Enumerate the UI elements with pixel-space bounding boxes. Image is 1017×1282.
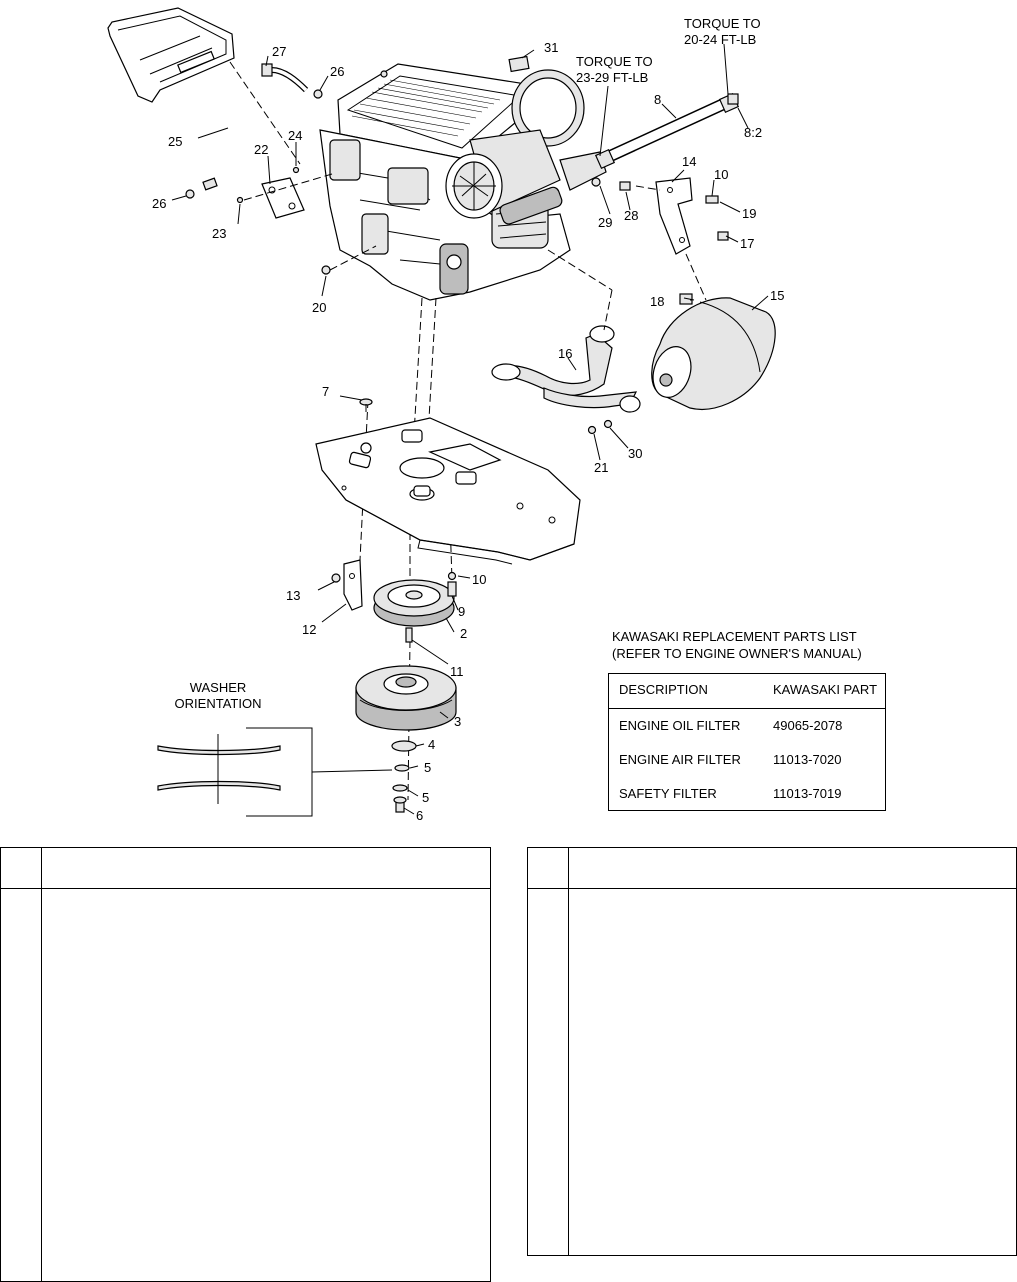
- muffler-bracket: [656, 178, 728, 254]
- muffler: [647, 294, 775, 409]
- mounting-plate: [238, 168, 305, 219]
- torque-lower-line1: TORQUE TO: [576, 54, 653, 69]
- callout-21: 21: [594, 460, 609, 475]
- washer-orientation-line1: WASHER: [189, 680, 247, 695]
- kawasaki-header-part: KAWASAKI PART: [773, 682, 878, 697]
- engine-assembly: [320, 64, 606, 300]
- parts-table-left-header-divider: [1, 888, 490, 889]
- callout-23: 23: [212, 226, 227, 241]
- callout-15: 15: [770, 288, 785, 303]
- kawasaki-parts-table: [608, 673, 886, 811]
- callout-10-lower: 10: [472, 572, 487, 587]
- kawasaki-parts-title: [612, 628, 862, 662]
- callout-10-upper: 10: [714, 167, 729, 182]
- callout-25: 25: [168, 134, 183, 149]
- callout-18: 18: [650, 294, 665, 309]
- callout-5b: 5: [422, 790, 430, 805]
- torque-lower-line2: 23-29 FT-LB: [576, 70, 649, 85]
- callout-8-2: 8:2: [744, 125, 763, 140]
- callout-5a: 5: [424, 760, 432, 775]
- callout-31: 31: [544, 40, 559, 55]
- exhaust-pipe: [596, 94, 738, 168]
- kawasaki-title-line1: KAWASAKI REPLACEMENT PARTS LIST: [612, 629, 857, 644]
- callout-22: 22: [254, 142, 269, 157]
- kawasaki-row-part: 49065-2078: [773, 718, 843, 733]
- parts-table-right-header-divider: [528, 888, 1016, 889]
- washer-stack: [392, 741, 416, 812]
- pulley: [374, 573, 456, 627]
- kawasaki-row-description: SAFETY FILTER: [619, 786, 717, 801]
- callout-4: 4: [428, 737, 436, 752]
- parts-table-left: [0, 847, 491, 1282]
- parts-table-right-column-divider: [568, 848, 569, 1255]
- callout-7: 7: [322, 384, 330, 399]
- torque-upper-line1: TORQUE TO: [684, 16, 761, 31]
- callout-2: 2: [460, 626, 468, 641]
- callout-20: 20: [312, 300, 327, 315]
- exhaust-manifold: [492, 326, 640, 434]
- carriage-bolt: [360, 399, 372, 412]
- upper-bracket: [108, 8, 234, 102]
- washer-orientation-line2: ORIENTATION: [174, 696, 262, 711]
- torque-notes: [576, 16, 761, 85]
- parts-table-left-column-divider: [41, 848, 42, 1281]
- torque-upper-line2: 20-24 FT-LB: [684, 32, 757, 47]
- callout-26-right: 26: [330, 64, 345, 79]
- kawasaki-title-line2: (REFER TO ENGINE OWNER'S MANUAL): [612, 646, 862, 661]
- kawasaki-row-description: ENGINE AIR FILTER: [619, 752, 741, 767]
- callout-3: 3: [454, 714, 462, 729]
- idler-bracket: [332, 560, 362, 610]
- kawasaki-header-divider: [609, 708, 885, 709]
- pto-clutch: [356, 666, 456, 730]
- callout-27: 27: [272, 44, 287, 59]
- kawasaki-row-part: 11013-7020: [773, 752, 842, 767]
- callout-28: 28: [624, 208, 639, 223]
- callout-19: 19: [742, 206, 757, 221]
- callout-11: 11: [450, 664, 464, 679]
- parts-table-right: [527, 847, 1017, 1256]
- callout-26-left: 26: [152, 196, 167, 211]
- washer-orientation-label: [175, 680, 262, 711]
- callout-24: 24: [288, 128, 303, 143]
- engine-deck: [316, 418, 580, 564]
- kawasaki-header-description: DESCRIPTION: [619, 682, 708, 697]
- callout-9: 9: [458, 604, 466, 619]
- kawasaki-row-part: 11013-7019: [773, 786, 842, 801]
- callout-17: 17: [740, 236, 755, 251]
- callout-6: 6: [416, 808, 424, 823]
- callout-14: 14: [682, 154, 697, 169]
- callout-8: 8: [654, 92, 662, 107]
- callout-13: 13: [286, 588, 301, 603]
- callout-12: 12: [302, 622, 317, 637]
- callout-29: 29: [598, 215, 613, 230]
- washer-orientation-detail: [158, 728, 392, 816]
- shaft-key: [406, 628, 412, 642]
- kawasaki-row-description: ENGINE OIL FILTER: [619, 718, 741, 733]
- callout-30: 30: [628, 446, 643, 461]
- callout-16: 16: [558, 346, 573, 361]
